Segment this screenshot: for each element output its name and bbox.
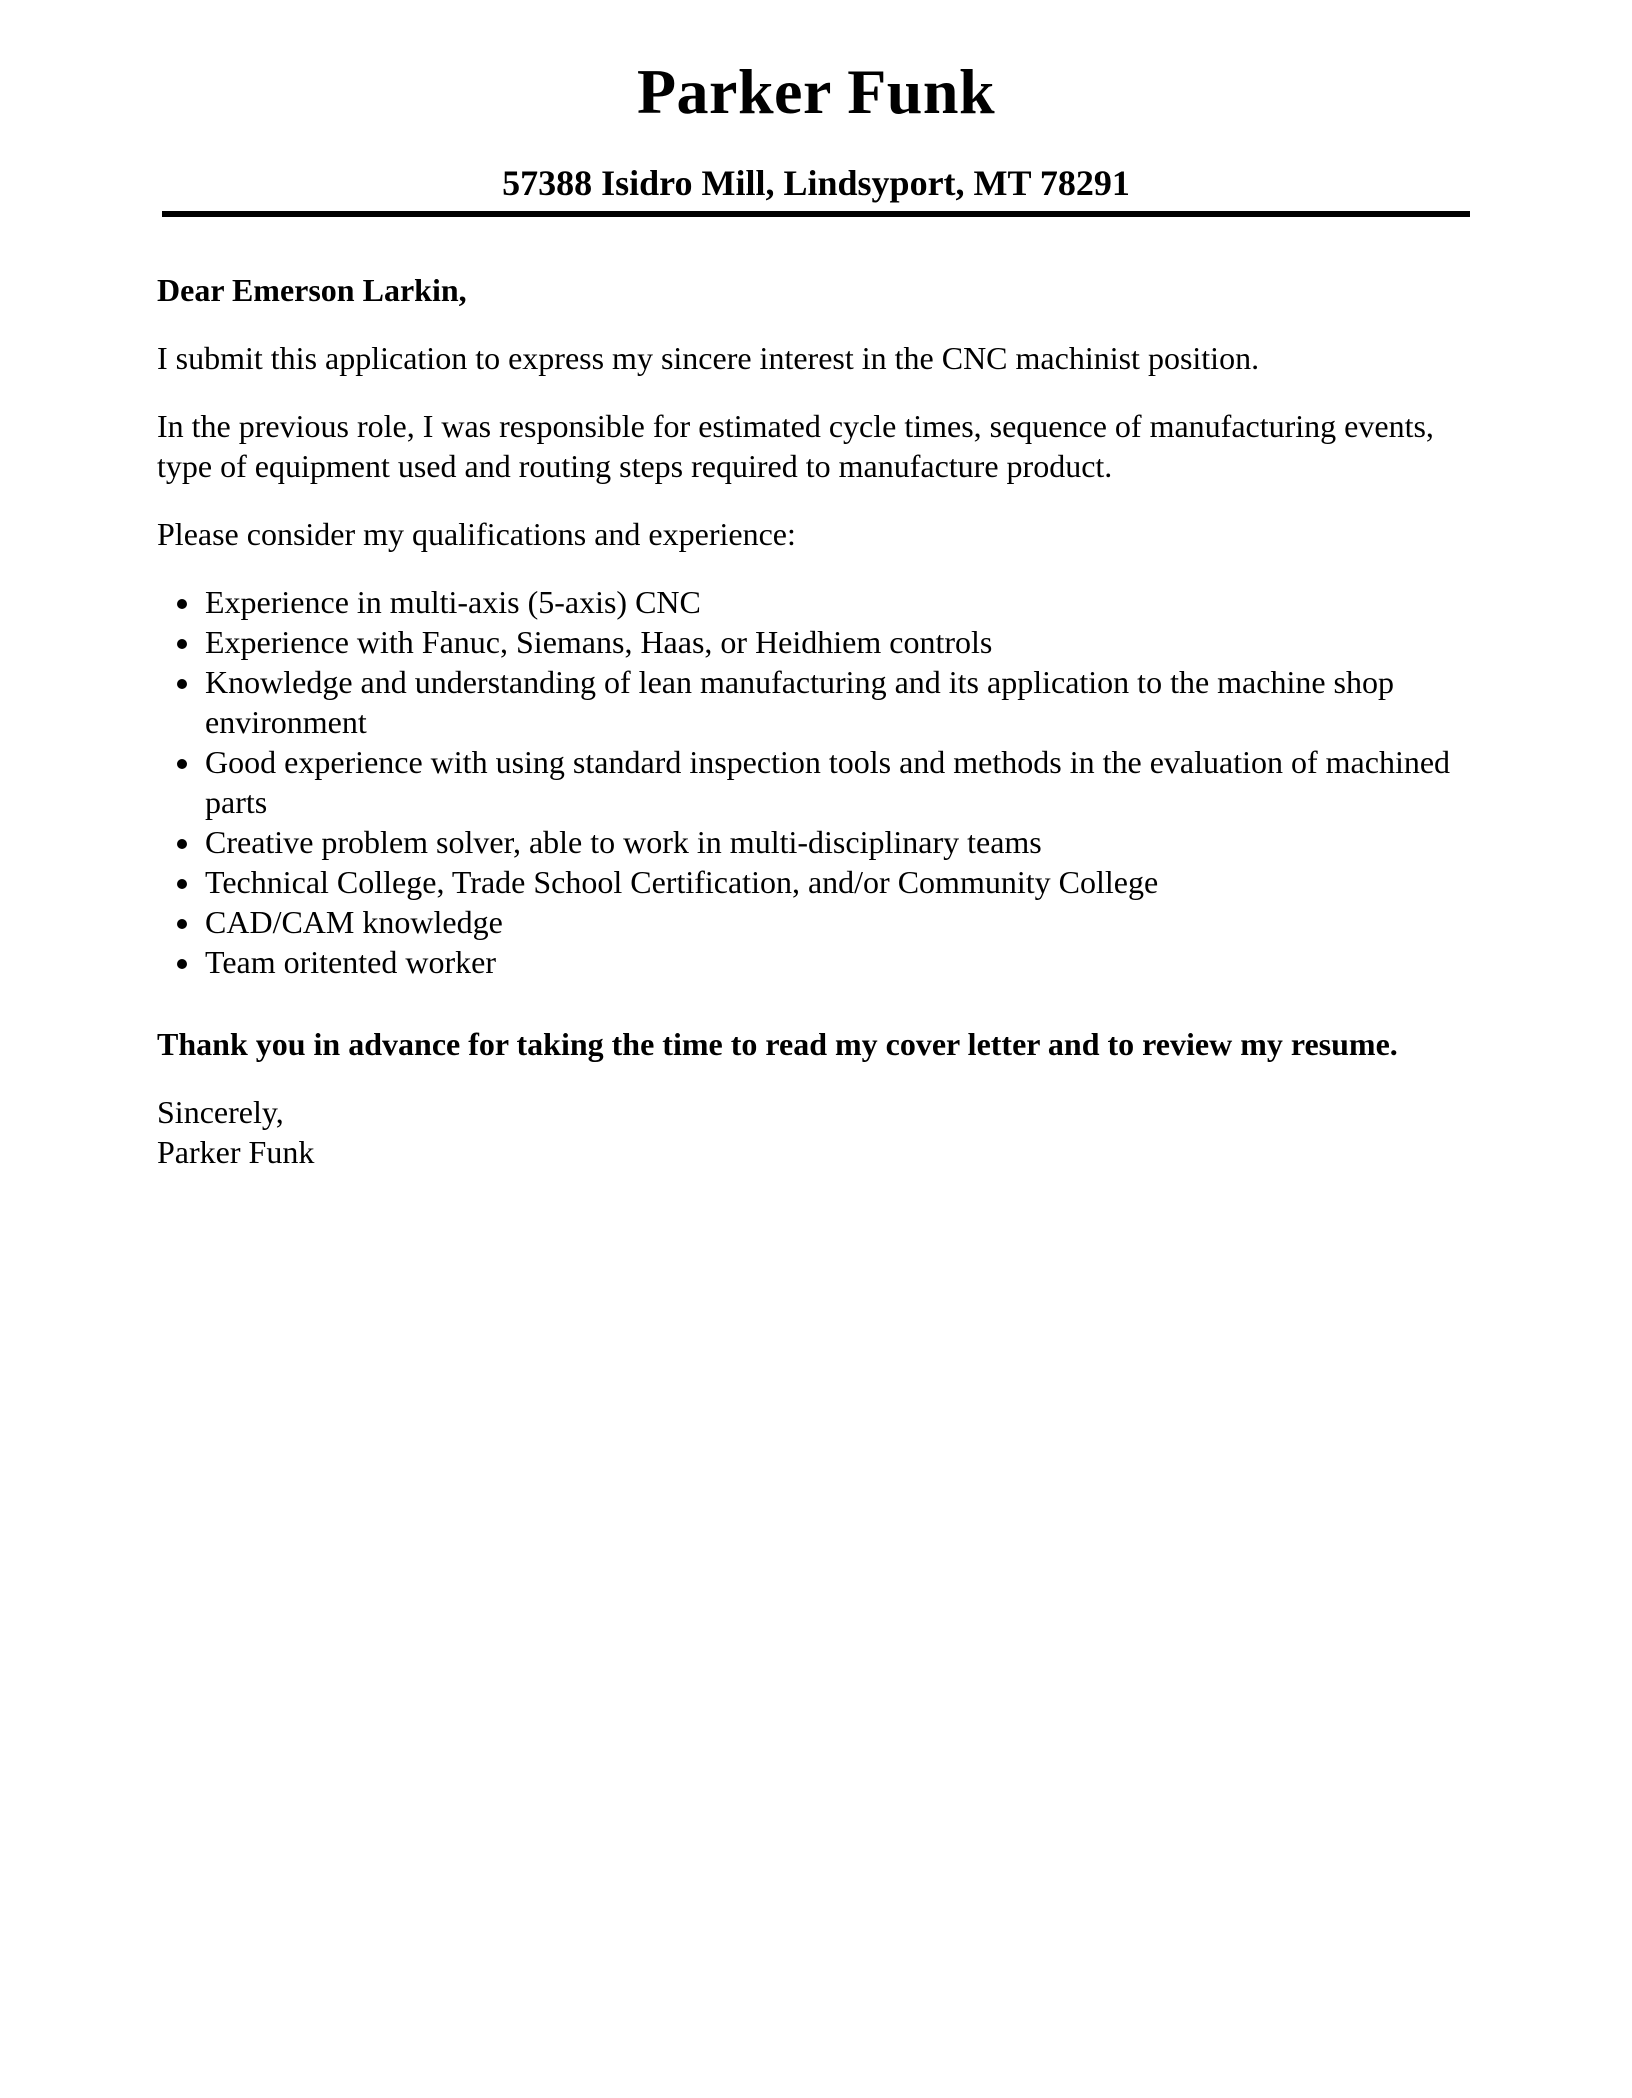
signature-name: Parker Funk [157, 1133, 315, 1170]
letter-body [157, 270, 1475, 1172]
closing-salutation: Sincerely, [157, 1093, 284, 1130]
previous-role-paragraph: In the previous role, I was responsible for estimated cycle times, sequence of manufacturing events, type of equipment used and routing steps required to manufacture product. [157, 407, 1434, 484]
qualification-item: • Team oritented worker [203, 942, 1475, 982]
header-rule [162, 211, 1470, 217]
qualification-item: • Knowledge and understanding of lean manufacturing and its application to the machine shop environment [203, 662, 1475, 742]
letter-header [157, 54, 1475, 217]
salutation: Dear Emerson Larkin, [157, 271, 467, 308]
applicant-address: 57388 Isidro Mill, Lindsyport, MT 78291 [502, 162, 1130, 203]
closing-block [157, 1092, 1475, 1172]
qualification-item: • Good experience with using standard inspection tools and methods in the evaluation of machined parts [203, 742, 1475, 822]
applicant-name-title: Parker Funk [636, 56, 996, 127]
thanks-paragraph: Thank you in advance for taking the time to read my cover letter and to review my resume. [157, 1025, 1398, 1062]
qualification-item: • Technical College, Trade School Certification, and/or Community College [203, 862, 1475, 902]
qualification-item: • Experience in multi-axis (5-axis) CNC [203, 582, 1475, 622]
intro-paragraph: I submit this application to express my sincere interest in the CNC machinist position. [157, 339, 1260, 376]
qualification-item: • Experience with Fanuc, Siemans, Haas, or Heidhiem controls [203, 622, 1475, 662]
qualification-item: • Creative problem solver, able to work in multi-disciplinary teams [203, 822, 1475, 862]
qualifications-lead: Please consider my qualifications and experience: [157, 515, 796, 552]
qualification-item: • CAD/CAM knowledge [203, 902, 1475, 942]
qualifications-list [157, 582, 1475, 982]
letter-content [0, 54, 1632, 1172]
